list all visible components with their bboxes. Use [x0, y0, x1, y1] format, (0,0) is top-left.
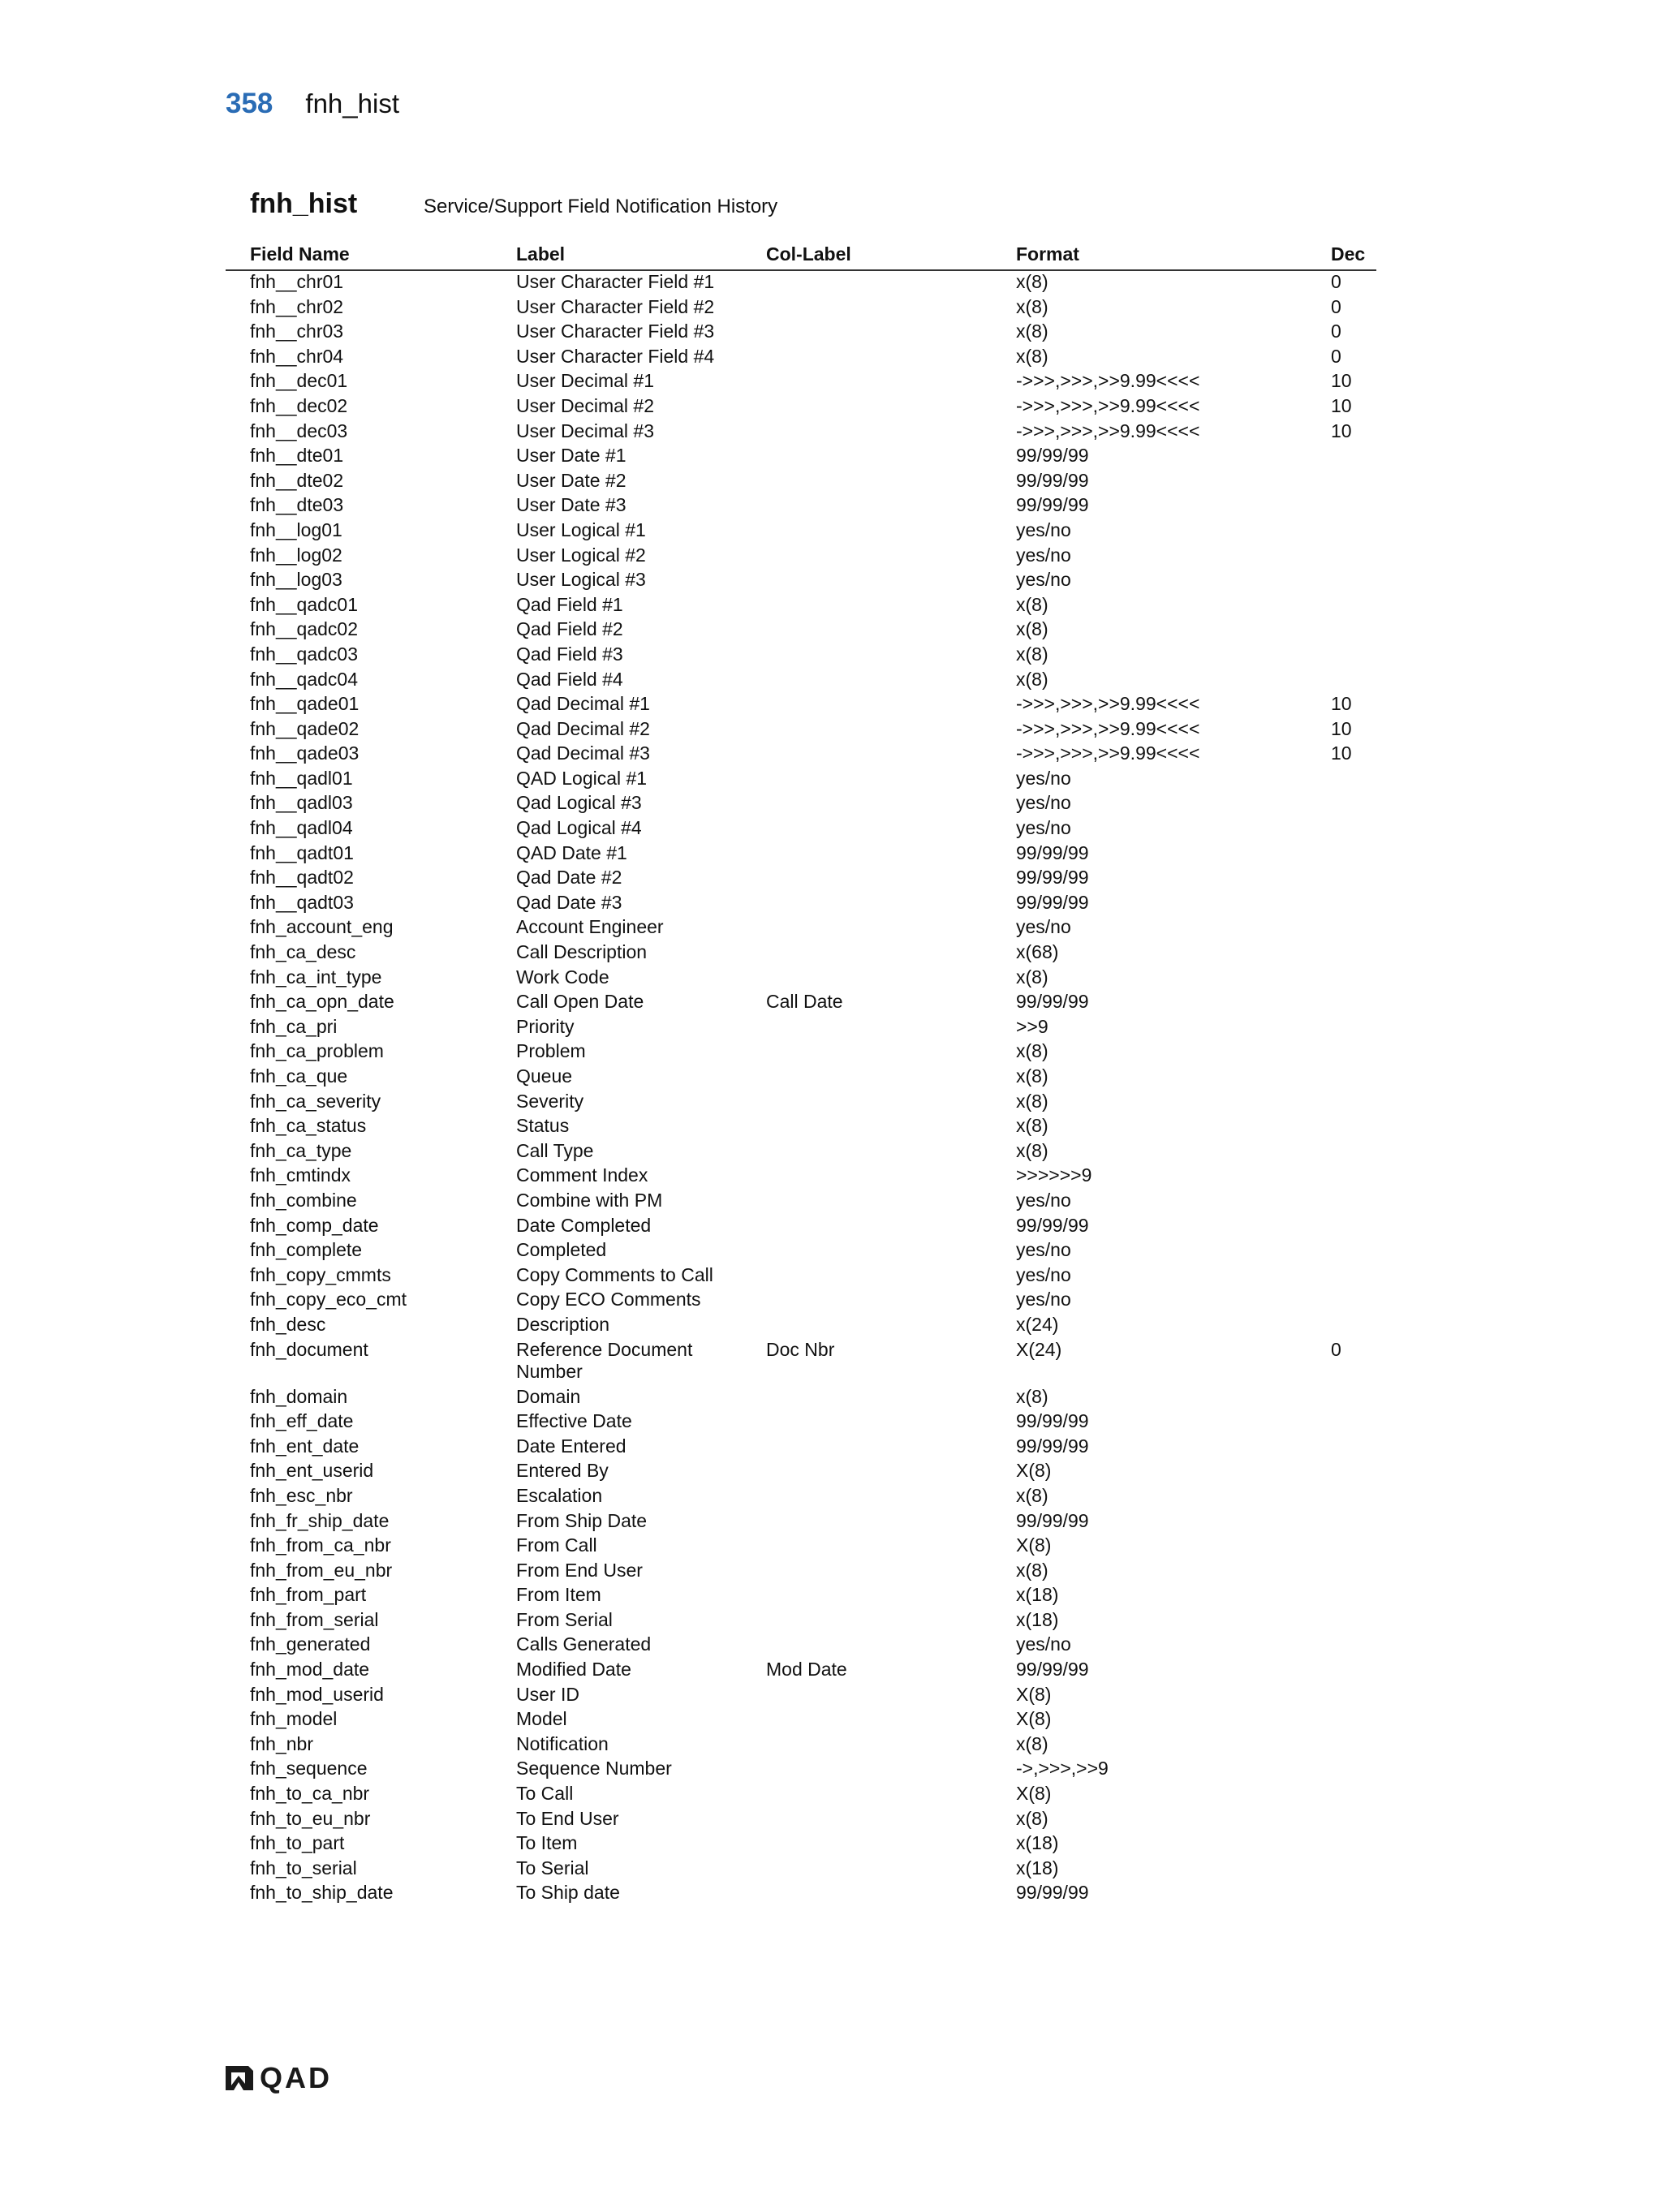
cell-format: 99/99/99: [1016, 469, 1089, 491]
cell-label: Sequence Number: [516, 1758, 672, 1779]
column-header-label: Label: [516, 243, 566, 265]
cell-format: X(24): [1016, 1338, 1062, 1360]
page-number: 358: [226, 88, 273, 119]
table-row: [226, 1659, 1376, 1684]
cell-label: Qad Decimal #2: [516, 717, 650, 739]
cell-label: Domain: [516, 1385, 581, 1407]
cell-label: Notification: [516, 1732, 609, 1754]
cell-label: Qad Field #2: [516, 618, 623, 640]
cell-format: ->>>,>>>,>>9.99<<<<: [1016, 370, 1200, 392]
cell-format: x(8): [1016, 321, 1048, 342]
cell-label: User Decimal #2: [516, 394, 654, 416]
cell-label: Modified Date: [516, 1659, 631, 1681]
cell-format: x(18): [1016, 1608, 1059, 1630]
table-row: [226, 1633, 1376, 1659]
cell-format: yes/no: [1016, 916, 1071, 938]
cell-format: >>9: [1016, 1015, 1048, 1037]
cell-format: yes/no: [1016, 1289, 1071, 1310]
cell-format: x(8): [1016, 295, 1048, 317]
cell-format: 99/99/99: [1016, 891, 1089, 913]
cell-field-name: fnh_cmtindx: [250, 1164, 351, 1186]
cell-label: Description: [516, 1313, 610, 1335]
cell-label: Model: [516, 1708, 567, 1730]
cell-format: x(8): [1016, 1732, 1048, 1754]
cell-col-label: Mod Date: [766, 1659, 847, 1681]
cell-col-label: Call Date: [766, 991, 843, 1013]
cell-field-name: fnh_complete: [250, 1239, 363, 1261]
table-row: [226, 1339, 1376, 1386]
cell-field-name: fnh_to_ca_nbr: [250, 1783, 370, 1805]
cell-field-name: fnh_desc: [250, 1313, 326, 1335]
cell-label: Date Completed: [516, 1214, 652, 1236]
cell-label: Qad Field #4: [516, 668, 623, 690]
cell-label: To Item: [516, 1832, 578, 1854]
cell-field-name: fnh__dte01: [250, 445, 344, 467]
cell-format: x(8): [1016, 1807, 1048, 1829]
cell-field-name: fnh__log03: [250, 569, 342, 591]
cell-field-name: fnh__dte03: [250, 494, 344, 516]
cell-format: yes/no: [1016, 1239, 1071, 1261]
cell-label: Copy Comments to Call: [516, 1263, 713, 1285]
table-row: [226, 1314, 1376, 1339]
table-row: [226, 1091, 1376, 1116]
table-row: [226, 916, 1376, 941]
cell-format: X(8): [1016, 1683, 1052, 1705]
cell-label: Calls Generated: [516, 1633, 652, 1655]
cell-field-name: fnh_mod_userid: [250, 1683, 384, 1705]
table-row: [226, 991, 1376, 1016]
cell-label: Completed: [516, 1239, 607, 1261]
cell-label: User Date #3: [516, 494, 626, 516]
cell-field-name: fnh_fr_ship_date: [250, 1509, 390, 1531]
table-row: [226, 1882, 1376, 1907]
cell-field-name: fnh__chr04: [250, 345, 344, 367]
cell-field-name: fnh_domain: [250, 1385, 348, 1407]
table-row: [226, 817, 1376, 842]
cell-format: x(8): [1016, 1484, 1048, 1506]
table-row: [226, 445, 1376, 470]
table-row: [226, 941, 1376, 966]
cell-label: User Decimal #1: [516, 370, 654, 392]
cell-label: Work Code: [516, 966, 609, 988]
cell-field-name: fnh_ca_pri: [250, 1015, 338, 1037]
cell-col-label: Doc Nbr: [766, 1338, 835, 1360]
cell-label: QAD Date #1: [516, 841, 627, 863]
cell-dec: 10: [1331, 693, 1352, 715]
cell-field-name: fnh_ca_int_type: [250, 966, 382, 988]
table-description: Service/Support Field Notification History: [424, 196, 778, 217]
table-row: [226, 370, 1376, 395]
cell-field-name: fnh_ca_problem: [250, 1040, 384, 1062]
cell-format: x(8): [1016, 593, 1048, 615]
table-row: [226, 1609, 1376, 1634]
cell-format: ->,>>>,>>9: [1016, 1758, 1109, 1779]
cell-field-name: fnh__qadc03: [250, 643, 359, 665]
table-row: [226, 1140, 1376, 1165]
cell-field-name: fnh__log02: [250, 544, 342, 566]
cell-field-name: fnh_ca_desc: [250, 941, 356, 963]
cell-dec: 0: [1331, 271, 1341, 292]
cell-label: Status: [516, 1115, 570, 1137]
cell-format: 99/99/99: [1016, 867, 1089, 889]
cell-field-name: fnh__qade01: [250, 693, 360, 715]
cell-field-name: fnh_mod_date: [250, 1659, 370, 1681]
cell-label: Effective Date: [516, 1410, 632, 1432]
cell-dec: 10: [1331, 742, 1352, 764]
cell-field-name: fnh_comp_date: [250, 1214, 379, 1236]
cell-format: 99/99/99: [1016, 1509, 1089, 1531]
cell-label: User Decimal #3: [516, 420, 654, 441]
table-row: [226, 693, 1376, 718]
cell-field-name: fnh_account_eng: [250, 916, 394, 938]
cell-format: x(8): [1016, 668, 1048, 690]
cell-field-name: fnh_ca_status: [250, 1115, 367, 1137]
table-row: [226, 594, 1376, 619]
cell-label: Account Engineer: [516, 916, 664, 938]
running-title: fnh_hist: [305, 88, 399, 118]
table-row: [226, 544, 1376, 570]
cell-format: yes/no: [1016, 792, 1071, 814]
cell-field-name: fnh_from_serial: [250, 1608, 379, 1630]
cell-label: User Logical #2: [516, 544, 646, 566]
qad-logo: [224, 2061, 332, 2095]
table-row: [226, 842, 1376, 867]
cell-field-name: fnh_combine: [250, 1189, 357, 1211]
table-row: [226, 618, 1376, 643]
cell-field-name: fnh__dec02: [250, 394, 348, 416]
table-row: [226, 321, 1376, 346]
cell-format: x(68): [1016, 941, 1059, 963]
cell-label: User Logical #1: [516, 519, 646, 540]
cell-label: From End User: [516, 1559, 643, 1581]
cell-format: ->>>,>>>,>>9.99<<<<: [1016, 420, 1200, 441]
cell-field-name: fnh__dte02: [250, 469, 344, 491]
table-row: [226, 569, 1376, 594]
cell-dec: 10: [1331, 394, 1352, 416]
page-header: [226, 88, 399, 120]
qad-logo-mark-icon: [224, 2064, 255, 2092]
field-table: [226, 240, 1376, 1907]
cell-dec: 0: [1331, 295, 1341, 317]
cell-format: x(8): [1016, 1040, 1048, 1062]
cell-field-name: fnh_to_part: [250, 1832, 345, 1854]
cell-field-name: fnh__qadc04: [250, 668, 359, 690]
cell-label: Qad Logical #3: [516, 792, 642, 814]
cell-format: x(18): [1016, 1857, 1059, 1878]
table-row: [226, 1832, 1376, 1857]
cell-format: x(8): [1016, 1065, 1048, 1087]
table-row: [226, 1040, 1376, 1065]
cell-format: x(8): [1016, 1139, 1048, 1161]
cell-field-name: fnh__chr02: [250, 295, 344, 317]
cell-field-name: fnh_to_serial: [250, 1857, 357, 1878]
column-header-format: Format: [1016, 243, 1079, 265]
table-row: [226, 519, 1376, 544]
table-row: [226, 1534, 1376, 1560]
cell-field-name: fnh__dec01: [250, 370, 348, 392]
cell-label: To Ship date: [516, 1882, 620, 1904]
cell-field-name: fnh_esc_nbr: [250, 1484, 353, 1506]
table-row: [226, 1435, 1376, 1461]
cell-format: x(8): [1016, 1559, 1048, 1581]
table-row: [226, 1808, 1376, 1833]
cell-dec: 0: [1331, 321, 1341, 342]
cell-format: X(8): [1016, 1534, 1052, 1556]
table-row: [226, 494, 1376, 519]
table-row: [226, 1115, 1376, 1140]
table-row: [226, 395, 1376, 420]
cell-format: x(8): [1016, 618, 1048, 640]
cell-dec: 0: [1331, 1338, 1341, 1360]
cell-label: Call Description: [516, 941, 648, 963]
cell-field-name: fnh_document: [250, 1338, 368, 1360]
column-header-field-name: Field Name: [250, 243, 350, 265]
cell-field-name: fnh_from_part: [250, 1584, 367, 1606]
cell-label: Entered By: [516, 1460, 609, 1482]
cell-label: Comment Index: [516, 1164, 648, 1186]
table-row: [226, 792, 1376, 817]
table-row: [226, 1016, 1376, 1041]
cell-field-name: fnh__qadc02: [250, 618, 359, 640]
table-row: [226, 643, 1376, 669]
table-row: [226, 1485, 1376, 1510]
cell-label: To Call: [516, 1783, 574, 1805]
cell-format: yes/no: [1016, 1633, 1071, 1655]
cell-label: Call Type: [516, 1139, 594, 1161]
cell-label: Escalation: [516, 1484, 603, 1506]
table-row: [226, 892, 1376, 917]
cell-field-name: fnh_model: [250, 1708, 338, 1730]
cell-label: To End User: [516, 1807, 619, 1829]
cell-format: ->>>,>>>,>>9.99<<<<: [1016, 717, 1200, 739]
cell-label: Problem: [516, 1040, 586, 1062]
qad-logo-text: QAD: [260, 2061, 332, 2094]
cell-field-name: fnh_sequence: [250, 1758, 368, 1779]
table-row: [226, 420, 1376, 445]
cell-format: x(18): [1016, 1832, 1059, 1854]
cell-label: Call Open Date: [516, 991, 644, 1013]
table-row: [226, 1215, 1376, 1240]
cell-field-name: fnh_from_ca_nbr: [250, 1534, 391, 1556]
cell-dec: 10: [1331, 420, 1352, 441]
cell-format: yes/no: [1016, 544, 1071, 566]
cell-label: From Ship Date: [516, 1509, 648, 1531]
cell-field-name: fnh_ca_type: [250, 1139, 352, 1161]
cell-format: x(8): [1016, 1090, 1048, 1112]
table-row: [226, 669, 1376, 694]
cell-label: Queue: [516, 1065, 573, 1087]
cell-format: 99/99/99: [1016, 494, 1089, 516]
cell-field-name: fnh__qadt01: [250, 841, 354, 863]
cell-label: Priority: [516, 1015, 575, 1037]
cell-format: 99/99/99: [1016, 445, 1089, 467]
cell-label: From Call: [516, 1534, 597, 1556]
cell-field-name: fnh__qadl04: [250, 817, 353, 839]
cell-label: Copy ECO Comments: [516, 1289, 701, 1310]
cell-label: Qad Decimal #1: [516, 693, 650, 715]
cell-format: x(8): [1016, 271, 1048, 292]
cell-format: x(8): [1016, 966, 1048, 988]
cell-label: Qad Field #1: [516, 593, 623, 615]
column-header-dec: Dec: [1331, 243, 1366, 265]
cell-format: x(8): [1016, 345, 1048, 367]
cell-dec: 0: [1331, 345, 1341, 367]
cell-field-name: fnh_eff_date: [250, 1410, 354, 1432]
column-header-col-label: Col-Label: [766, 243, 851, 265]
cell-label: User Character Field #4: [516, 345, 715, 367]
cell-format: >>>>>>9: [1016, 1164, 1092, 1186]
cell-field-name: fnh__qadl03: [250, 792, 353, 814]
table-row: [226, 742, 1376, 768]
table-row: [226, 1733, 1376, 1758]
table-row: [226, 718, 1376, 743]
cell-dec: 10: [1331, 370, 1352, 392]
cell-format: ->>>,>>>,>>9.99<<<<: [1016, 394, 1200, 416]
cell-field-name: fnh__qadl01: [250, 767, 353, 789]
cell-label: User Character Field #3: [516, 321, 715, 342]
cell-format: x(8): [1016, 643, 1048, 665]
cell-format: yes/no: [1016, 817, 1071, 839]
cell-format: yes/no: [1016, 519, 1071, 540]
cell-format: yes/no: [1016, 569, 1071, 591]
cell-label: User Date #2: [516, 469, 626, 491]
cell-field-name: fnh__qade02: [250, 717, 360, 739]
table-row: [226, 867, 1376, 892]
cell-field-name: fnh__dec03: [250, 420, 348, 441]
cell-field-name: fnh__qadt03: [250, 891, 354, 913]
cell-label: QAD Logical #1: [516, 767, 648, 789]
table-heading: [250, 188, 777, 220]
cell-format: x(18): [1016, 1584, 1059, 1606]
cell-field-name: fnh__chr01: [250, 271, 344, 292]
cell-label: User ID: [516, 1683, 579, 1705]
table-row: [226, 1510, 1376, 1535]
cell-label: Qad Field #3: [516, 643, 623, 665]
cell-field-name: fnh_from_eu_nbr: [250, 1559, 393, 1581]
cell-format: 99/99/99: [1016, 1214, 1089, 1236]
cell-field-name: fnh__qade03: [250, 742, 360, 764]
cell-field-name: fnh_ca_severity: [250, 1090, 381, 1112]
cell-format: 99/99/99: [1016, 1435, 1089, 1457]
cell-label: Qad Date #2: [516, 867, 622, 889]
cell-label: Qad Decimal #3: [516, 742, 650, 764]
cell-format: X(8): [1016, 1460, 1052, 1482]
cell-field-name: fnh_ca_que: [250, 1065, 348, 1087]
cell-field-name: fnh_ca_opn_date: [250, 991, 394, 1013]
cell-format: yes/no: [1016, 767, 1071, 789]
cell-field-name: fnh_to_eu_nbr: [250, 1807, 371, 1829]
table-row: [226, 1289, 1376, 1314]
cell-field-name: fnh_ent_userid: [250, 1460, 374, 1482]
cell-label: Severity: [516, 1090, 584, 1112]
cell-field-name: fnh_ent_date: [250, 1435, 360, 1457]
table-row: [226, 1386, 1376, 1411]
table-row: [226, 346, 1376, 371]
table-row: [226, 1758, 1376, 1783]
cell-format: yes/no: [1016, 1189, 1071, 1211]
cell-label: Reference Document Number: [516, 1338, 693, 1382]
cell-field-name: fnh_generated: [250, 1633, 371, 1655]
cell-field-name: fnh__qadt02: [250, 867, 354, 889]
cell-format: 99/99/99: [1016, 841, 1089, 863]
cell-label: User Logical #3: [516, 569, 646, 591]
cell-format: ->>>,>>>,>>9.99<<<<: [1016, 742, 1200, 764]
cell-field-name: fnh_to_ship_date: [250, 1882, 394, 1904]
table-row: [226, 271, 1376, 296]
cell-label: From Item: [516, 1584, 601, 1606]
cell-format: x(8): [1016, 1385, 1048, 1407]
cell-format: X(8): [1016, 1783, 1052, 1805]
cell-format: ->>>,>>>,>>9.99<<<<: [1016, 693, 1200, 715]
table-row: [226, 296, 1376, 321]
cell-label: User Character Field #1: [516, 271, 715, 292]
cell-field-name: fnh_copy_cmmts: [250, 1263, 391, 1285]
table-row: [226, 1708, 1376, 1733]
table-row: [226, 1410, 1376, 1435]
cell-label: Qad Logical #4: [516, 817, 642, 839]
cell-label: From Serial: [516, 1608, 613, 1630]
table-row: [226, 768, 1376, 793]
cell-label: To Serial: [516, 1857, 589, 1878]
cell-field-name: fnh__log01: [250, 519, 342, 540]
cell-label: Combine with PM: [516, 1189, 663, 1211]
cell-format: 99/99/99: [1016, 1410, 1089, 1432]
table-row: [226, 1783, 1376, 1808]
cell-format: x(8): [1016, 1115, 1048, 1137]
table-row: [226, 966, 1376, 992]
cell-format: x(24): [1016, 1313, 1059, 1335]
cell-label: User Character Field #2: [516, 295, 715, 317]
cell-dec: 10: [1331, 717, 1352, 739]
cell-label: Date Entered: [516, 1435, 626, 1457]
table-row: [226, 1164, 1376, 1190]
cell-format: yes/no: [1016, 1263, 1071, 1285]
cell-format: 99/99/99: [1016, 991, 1089, 1013]
table-row: [226, 1460, 1376, 1485]
cell-field-name: fnh__chr03: [250, 321, 344, 342]
cell-field-name: fnh_copy_eco_cmt: [250, 1289, 407, 1310]
cell-label: Qad Date #3: [516, 891, 622, 913]
cell-field-name: fnh_nbr: [250, 1732, 314, 1754]
table-row: [226, 470, 1376, 495]
column-header-row: [226, 240, 1376, 271]
cell-label: User Date #1: [516, 445, 626, 467]
cell-format: 99/99/99: [1016, 1882, 1089, 1904]
table-row: [226, 1264, 1376, 1289]
table-row: [226, 1684, 1376, 1709]
table-row: [226, 1065, 1376, 1091]
table-row: [226, 1857, 1376, 1883]
table-row: [226, 1560, 1376, 1585]
table-name: fnh_hist: [250, 188, 358, 219]
table-row: [226, 1239, 1376, 1264]
cell-format: X(8): [1016, 1708, 1052, 1730]
table-body: [226, 271, 1376, 1907]
table-row: [226, 1584, 1376, 1609]
table-row: [226, 1190, 1376, 1215]
cell-format: 99/99/99: [1016, 1659, 1089, 1681]
cell-field-name: fnh__qadc01: [250, 593, 359, 615]
